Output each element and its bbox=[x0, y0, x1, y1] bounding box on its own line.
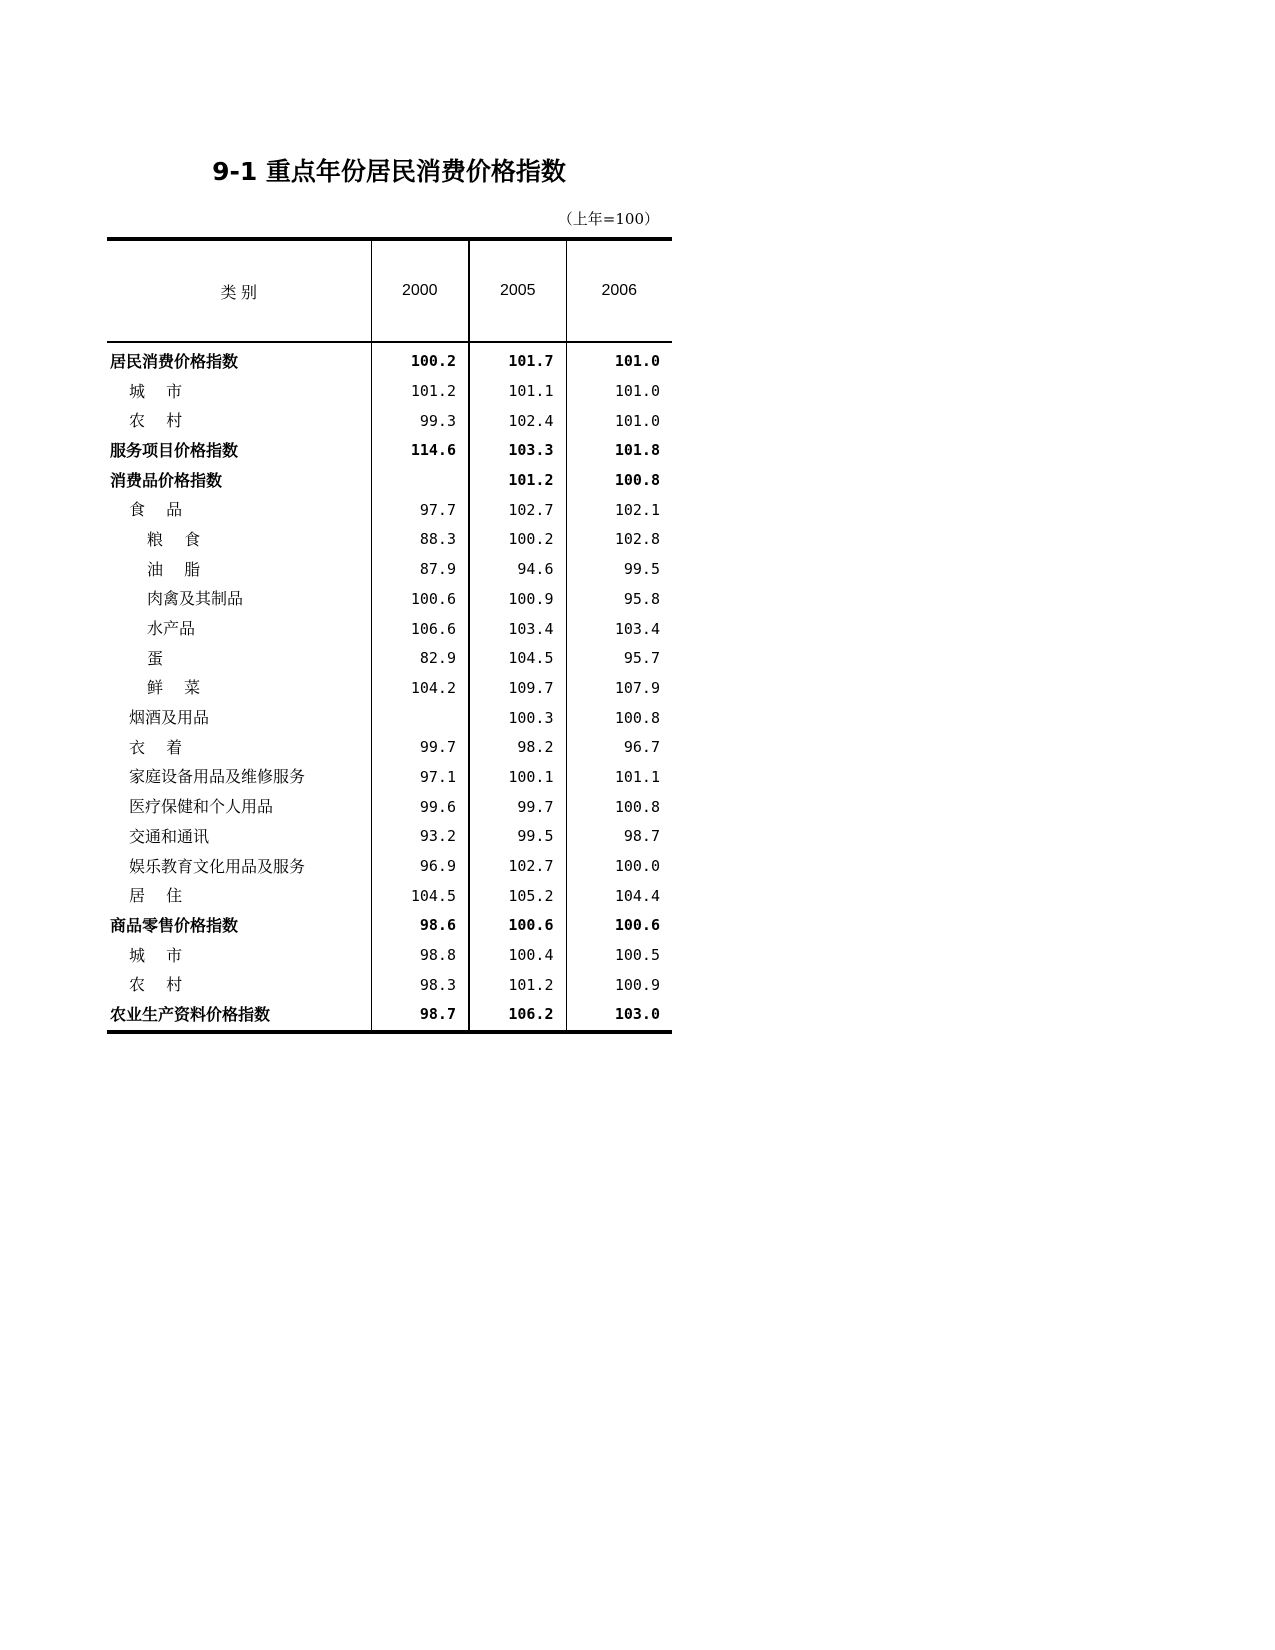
table-row bbox=[107, 614, 672, 644]
cell-value: 99.3 bbox=[371, 406, 469, 436]
cell-value: 94.6 bbox=[469, 555, 566, 585]
price-index-table bbox=[107, 237, 672, 1034]
cell-value: 103.4 bbox=[566, 614, 672, 644]
row-label: 粮 食 bbox=[147, 529, 201, 549]
cell-value: 103.3 bbox=[469, 436, 566, 466]
table-row bbox=[107, 970, 672, 1000]
table-row bbox=[107, 822, 672, 852]
cell-value: 101.1 bbox=[566, 763, 672, 793]
cell-value: 97.1 bbox=[371, 763, 469, 793]
cell-value: 96.9 bbox=[371, 852, 469, 882]
cell-value: 101.8 bbox=[566, 436, 672, 466]
table-row bbox=[107, 585, 672, 615]
cell-value: 87.9 bbox=[371, 555, 469, 585]
cell-value: 98.8 bbox=[371, 941, 469, 971]
row-label: 烟酒及用品 bbox=[129, 708, 210, 728]
table-row bbox=[107, 342, 672, 377]
header-year: 2000 bbox=[371, 239, 469, 342]
table-row bbox=[107, 703, 672, 733]
row-label: 商品零售价格指数 bbox=[110, 915, 239, 935]
table-row bbox=[107, 852, 672, 882]
header-year: 2006 bbox=[566, 239, 672, 342]
cell-value: 106.6 bbox=[371, 614, 469, 644]
cell-value: 101.1 bbox=[469, 377, 566, 407]
cell-value: 99.5 bbox=[566, 555, 672, 585]
cell-value: 95.7 bbox=[566, 644, 672, 674]
cell-value: 96.7 bbox=[566, 733, 672, 763]
cell-value: 100.6 bbox=[371, 585, 469, 615]
row-label: 水产品 bbox=[147, 619, 196, 639]
row-label: 消费品价格指数 bbox=[110, 470, 223, 490]
row-label: 服务项目价格指数 bbox=[110, 440, 239, 460]
cell-value: 102.7 bbox=[469, 852, 566, 882]
row-label: 居民消费价格指数 bbox=[110, 351, 239, 371]
cell-value: 104.4 bbox=[566, 881, 672, 911]
cell-value: 101.0 bbox=[566, 406, 672, 436]
table-row bbox=[107, 911, 672, 941]
cell-value: 100.8 bbox=[566, 792, 672, 822]
row-label: 肉禽及其制品 bbox=[147, 589, 244, 609]
row-label: 娱乐教育文化用品及服务 bbox=[129, 856, 306, 876]
page-title: 9-1 重点年份居民消费价格指数 bbox=[212, 157, 566, 186]
cell-value: 103.4 bbox=[469, 614, 566, 644]
cell-value: 99.6 bbox=[371, 792, 469, 822]
cell-value: 101.0 bbox=[566, 342, 672, 377]
cell-value: 104.5 bbox=[469, 644, 566, 674]
row-label: 鲜 菜 bbox=[147, 678, 201, 698]
cell-value: 109.7 bbox=[469, 674, 566, 704]
table-row bbox=[107, 406, 672, 436]
cell-value: 105.2 bbox=[469, 881, 566, 911]
cell-value: 98.6 bbox=[371, 911, 469, 941]
cell-value: 100.2 bbox=[469, 525, 566, 555]
row-label: 农 村 bbox=[129, 975, 183, 995]
header-year: 2005 bbox=[469, 239, 566, 342]
cell-value: 100.4 bbox=[469, 941, 566, 971]
cell-value: 101.2 bbox=[469, 466, 566, 496]
cell-value: 99.7 bbox=[469, 792, 566, 822]
table-row bbox=[107, 792, 672, 822]
cell-value: 100.2 bbox=[371, 342, 469, 377]
cell-value: 107.9 bbox=[566, 674, 672, 704]
table-row bbox=[107, 525, 672, 555]
cell-value: 114.6 bbox=[371, 436, 469, 466]
row-label: 农业生产资料价格指数 bbox=[110, 1004, 271, 1024]
cell-value: 100.0 bbox=[566, 852, 672, 882]
cell-value: 104.5 bbox=[371, 881, 469, 911]
cell-value: 98.2 bbox=[469, 733, 566, 763]
row-label: 衣 着 bbox=[129, 737, 183, 757]
cell-value: 100.5 bbox=[566, 941, 672, 971]
cell-value: 88.3 bbox=[371, 525, 469, 555]
cell-value bbox=[371, 703, 469, 733]
header-category: 类 别 bbox=[107, 239, 371, 342]
table-header-row bbox=[107, 239, 672, 342]
cell-value: 100.9 bbox=[566, 970, 672, 1000]
cell-value: 100.3 bbox=[469, 703, 566, 733]
cell-value: 100.6 bbox=[469, 911, 566, 941]
table-row bbox=[107, 674, 672, 704]
table-row bbox=[107, 555, 672, 585]
table-row bbox=[107, 733, 672, 763]
row-label: 城 市 bbox=[129, 381, 183, 401]
cell-value: 100.8 bbox=[566, 466, 672, 496]
table-row bbox=[107, 466, 672, 496]
unit-note: （上年=100） bbox=[557, 210, 659, 228]
cell-value: 102.8 bbox=[566, 525, 672, 555]
row-label: 油 脂 bbox=[147, 559, 201, 579]
cell-value: 103.0 bbox=[566, 1000, 672, 1032]
cell-value: 101.0 bbox=[566, 377, 672, 407]
cell-value: 100.6 bbox=[566, 911, 672, 941]
table-row bbox=[107, 644, 672, 674]
cell-value: 101.7 bbox=[469, 342, 566, 377]
cell-value: 102.7 bbox=[469, 495, 566, 525]
cell-value: 98.7 bbox=[566, 822, 672, 852]
cell-value: 100.9 bbox=[469, 585, 566, 615]
table-row bbox=[107, 495, 672, 525]
row-label: 蛋 bbox=[147, 648, 164, 668]
row-label: 家庭设备用品及维修服务 bbox=[129, 767, 306, 787]
table-row bbox=[107, 377, 672, 407]
row-label: 城 市 bbox=[129, 945, 183, 965]
cell-value: 102.4 bbox=[469, 406, 566, 436]
cell-value bbox=[371, 466, 469, 496]
table-row bbox=[107, 436, 672, 466]
row-label: 医疗保健和个人用品 bbox=[129, 797, 274, 817]
row-label: 居 住 bbox=[129, 886, 183, 906]
cell-value: 99.5 bbox=[469, 822, 566, 852]
cell-value: 82.9 bbox=[371, 644, 469, 674]
cell-value: 98.7 bbox=[371, 1000, 469, 1032]
row-label: 交通和通讯 bbox=[129, 826, 210, 846]
cell-value: 100.8 bbox=[566, 703, 672, 733]
cell-value: 98.3 bbox=[371, 970, 469, 1000]
cell-value: 106.2 bbox=[469, 1000, 566, 1032]
row-label: 农 村 bbox=[129, 411, 183, 431]
cell-value: 99.7 bbox=[371, 733, 469, 763]
cell-value: 102.1 bbox=[566, 495, 672, 525]
cell-value: 101.2 bbox=[469, 970, 566, 1000]
table-row bbox=[107, 763, 672, 793]
cell-value: 104.2 bbox=[371, 674, 469, 704]
table-row bbox=[107, 1000, 672, 1032]
cell-value: 100.1 bbox=[469, 763, 566, 793]
cell-value: 101.2 bbox=[371, 377, 469, 407]
table-row bbox=[107, 881, 672, 911]
cell-value: 97.7 bbox=[371, 495, 469, 525]
cell-value: 95.8 bbox=[566, 585, 672, 615]
row-label: 食 品 bbox=[129, 500, 183, 520]
cell-value: 93.2 bbox=[371, 822, 469, 852]
table-row bbox=[107, 941, 672, 971]
